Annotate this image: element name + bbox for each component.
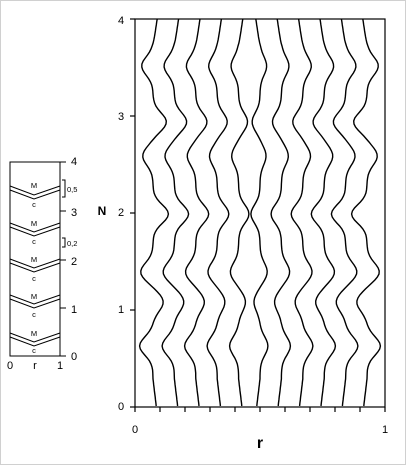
y-tick-label-2: 2	[117, 207, 125, 219]
inset-y-tick-label-3: 3	[71, 207, 78, 219]
bracket-0-2	[62, 238, 65, 247]
bracket-0-5	[62, 180, 65, 197]
inset-x-tick-label-1: 1	[56, 360, 64, 372]
band-label-c: c	[32, 274, 36, 283]
band-label-c: c	[32, 310, 36, 319]
main-plot-frame	[135, 19, 385, 407]
main-plot	[98, 15, 388, 452]
band-label-m: M	[30, 219, 38, 228]
x-tick-label-1: 1	[381, 424, 389, 436]
inset-x-axis-label: r	[33, 360, 37, 372]
x-tick-label-0: 0	[131, 424, 139, 436]
y-tick-label-1: 1	[117, 304, 125, 316]
inset-x-tick-label-0: 0	[6, 360, 14, 372]
bracket-label-0-2: 0,2	[67, 239, 78, 248]
inset-y-tick-label-0: 0	[71, 351, 78, 363]
y-tick-label-4: 4	[117, 15, 125, 27]
y-axis-label: N	[97, 204, 107, 218]
band-label-c: c	[32, 237, 36, 246]
wave-curve-11	[352, 19, 381, 406]
main-y-ticks	[130, 19, 135, 407]
inset-zigzag-bands	[10, 186, 60, 346]
inset-y-tick-label-4: 4	[71, 156, 78, 168]
inset-y-tick-label-2: 2	[71, 256, 78, 268]
wave-curve-8	[291, 19, 313, 406]
band-label-c: c	[32, 200, 36, 209]
main-x-ticks	[135, 407, 385, 412]
x-axis-label: r	[256, 435, 264, 452]
band-label-c: c	[32, 346, 36, 355]
wave-curve-7	[271, 19, 290, 406]
wave-curve-4	[207, 19, 229, 406]
band-label-m: M	[30, 292, 38, 301]
wave-curve-5	[230, 19, 249, 406]
y-tick-label-3: 3	[117, 111, 125, 123]
band-label-m: M	[30, 181, 38, 190]
inset-y-tick-label-1: 1	[71, 304, 78, 316]
wave-curve-6	[251, 19, 268, 406]
band-label-m: M	[30, 255, 38, 264]
band-label-m: M	[30, 329, 38, 338]
bracket-label-0-5: 0,5	[67, 185, 78, 194]
y-tick-label-0: 0	[117, 401, 125, 413]
wave-curves	[140, 19, 381, 406]
wave-curve-1	[140, 19, 169, 406]
inset-diagram	[7, 156, 78, 372]
